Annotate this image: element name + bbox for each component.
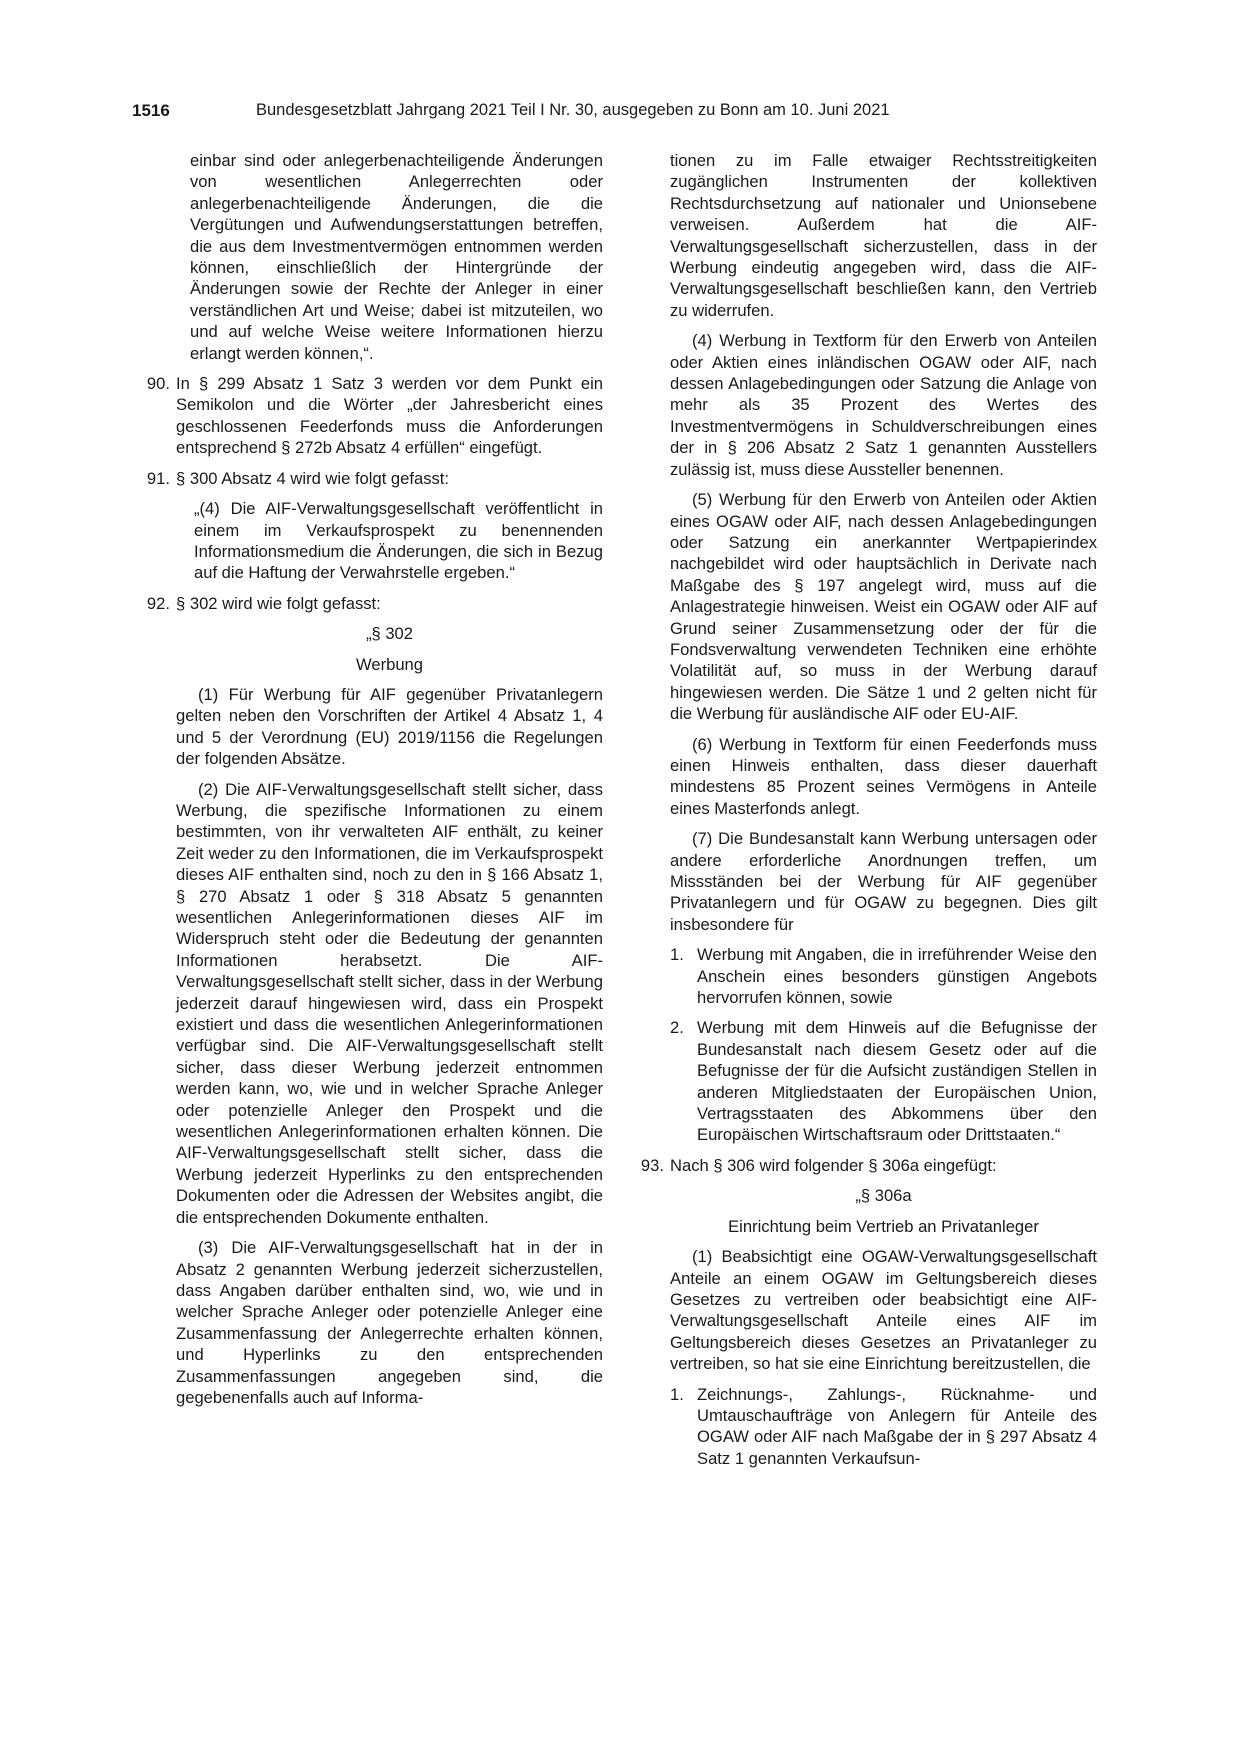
left-column [146,150,603,1408]
page-header [132,101,997,123]
paragraph-306a-1: (1) Beabsichtigt eine OGAW-Verwaltungsgesellschaft Anteile an einem OGAW im Geltungsbereich dieses Gesetzes zu vertreiben oder beabsichtigt eine AIF-Verwaltungsgesellschaft Anteile eines AIF im Geltungsbereich dieses Gesetzes an Privatanleger zu vertreiben, so hat sie eine Einrichtung bereitzustellen, die [670,1247,1097,1374]
item-text: Zeichnungs-, Zahlungs-, Rücknahme- und Umtauschaufträge von Anlegern für Anteile des OGAW oder AIF nach Maßgabe der in § 297 Absatz 4 Satz 1 genannten Verkaufsun- [697,1384,1097,1468]
paragraph-4: (4) Werbung in Textform für den Erwerb von Anteilen oder Aktien eines inländischen OGAW oder AIF, nach dessen Anlagebedingungen oder Satzung die Anlage von mehr als 35 Prozent des Wertes des Investmentvermögens in Schuldverschreibungen eines der in § 206 Absatz 2 Satz 1 genannten Ausstellers zulässig ist, muss diese Aussteller benennen. [670,331,1097,479]
paragraph-7: (7) Die Bundesanstalt kann Werbung untersagen oder andere erforderliche Anordnungen treffen, um Missständen bei der Werbung für AIF gegenüber Privatanlegern und für OGAW zu begegnen. Dies gilt insbesondere für [670,829,1097,934]
list-item-91 [146,468,603,489]
list-item-90 [146,373,603,459]
list-item-92 [146,593,603,614]
item-number: 92. [146,593,170,613]
item-number: 90. [146,374,170,394]
item-number: 91. [146,468,170,488]
section-heading: „§ 306a [855,1186,912,1206]
item-text: § 300 Absatz 4 wird wie folgt gefasst: [176,468,450,488]
paragraph-6: (6) Werbung in Textform für einen Feederfonds muss einen Hinweis enthalten, dass dieser dauerhaft mindestens 85 Prozent seines Vermögens in Anteile eines Masterfonds anlegt. [670,734,1097,818]
item-number: 93. [640,1155,664,1175]
item-number: 1. [670,1384,684,1404]
paragraph-3-continuation: tionen zu im Falle etwaiger Rechtsstreitigkeiten zugänglichen Instrumenten der kollektiven Rechtsdurchsetzung auf nationaler und Unionsebene verweisen. Außerdem hat die AIF-Verwaltungsgesellschaft sicherzustellen, dass in der Werbung eindeutig angegeben wird, dass die AIF-Verwaltungsgesellschaft beschließen kann, den Vertrieb zu widerrufen. [670,151,1097,320]
item-89-continuation: einbar sind oder anlegerbenachteiligende Änderungen von wesentlichen Anlegerrechten oder anlegerbenachteiligende Änderungen, die die Vergütungen und Aufwendungserstattungen betreffen, die aus dem Investmentvermögen entnommen werden können, einschließlich der Hintergründe der Änderungen sowie der Rechte der Anleger in einer verständlichen Art und Weise; dabei ist mitzuteilen, wo und auf welche Weise weitere Informationen hierzu erlangt werden können,“. [190,151,603,363]
item-number: 1. [670,945,684,965]
paragraph-1: (1) Für Werbung für AIF gegenüber Privatanlegern gelten neben den Vorschriften der Artikel 4 Absatz 1, 4 und 5 der Verordnung (EU) 2019/1156 die Regelungen der folgenden Absätze. [176,684,603,769]
running-title: Bundesgesetzblatt Jahrgang 2021 Teil I Nr. 30, ausgegeben zu Bonn am 10. Juni 2021 [256,101,890,119]
paragraph-5: (5) Werbung für den Erwerb von Anteilen oder Aktien eines OGAW oder AIF, nach dessen Anlagebedingungen oder Satzung ein anerkannter Wertpapierindex nachgebildet wird oder hauptsächlich in Derivate nach Maßgabe des § 197 angelegt wird, muss auf die Anlagestrategie hinweisen. Weist ein OGAW oder AIF auf Grund seiner Zusammensetzung oder der für die Fondsverwaltung verwendeten Techniken eine erhöhte Volatilität auf, so muss in der Werbung darauf hingewiesen werden. Die Sätze 1 und 2 gelten nicht für die Werbung für ausländische AIF oder EU-AIF. [670,490,1097,724]
item-text: Werbung mit Angaben, die in irreführender Weise den Anschein eines besonders günstigen Angebots hervorrufen können, sowie [697,945,1097,1008]
paragraph-2: (2) Die AIF-Verwaltungsgesellschaft stellt sicher, dass Werbung, die spezifische Informationen zu einem bestimmten, von ihr verwalteten AIF enthält, zu keiner Zeit weder zu den Informationen, die im Verkaufsprospekt dieses AIF enthalten sind, noch zu den in § 166 Absatz 1, § 270 Absatz 1 oder § 318 Absatz 5 genannten wesentlichen Anlegerinformationen dieses AIF im Widerspruch steht oder die Bedeutung der genannten Informationen herabsetzt. Die AIF-Verwaltungsgesellschaft stellt sicher, dass in der Werbung jederzeit darauf hingewiesen wird, dass ein Prospekt existiert und dass die wesentlichen Anlegerinformationen verfügbar sind. Die AIF-Verwaltungsgesellschaft stellt sicher, dass dieser Werbung jederzeit entnommen werden kann, wo, wie und in welcher Sprache Anleger oder potenzielle Anleger den Prospekt und die wesentlichen Anlegerinformationen erhalten können. Die AIF-Verwaltungsgesellschaft stellt sicher, dass die Werbung jederzeit Hyperlinks zu den entsprechenden Dokumenten oder die Adressen der Websites angibt, die die entsprechenden Dokumente enthalten. [176,779,603,1227]
item-text: Nach § 306 wird folgender § 306a eingefügt: [670,1155,997,1175]
list-item-2 [670,1017,1097,1145]
item-number: 2. [670,1018,684,1038]
item-text: In § 299 Absatz 1 Satz 3 werden vor dem Punkt ein Semikolon und die Wörter „der Jahresbericht eines geschlossenen Feederfonds muss die Anforderungen entsprechend § 272b Absatz 4 erfüllen“ eingefügt. [176,374,603,458]
section-heading: „§ 302 [365,624,414,644]
quoted-paragraph: „(4) Die AIF-Verwaltungsgesellschaft veröffentlicht in einem im Verkaufsprospekt zu benennenden Informationsmedium die Änderungen, die sich in Bezug auf die Haftung der Verwahrstelle ergeben.“ [194,499,603,583]
list-item-1 [670,1384,1097,1470]
paragraph-3: (3) Die AIF-Verwaltungsgesellschaft hat in der in Absatz 2 genannten Werbung jederzeit sicherzustellen, dass Angaben darüber enthalten sind, wo, wie und in welcher Sprache Anleger oder potenzielle Anleger eine Zusammenfassung der Anlegerrechte erhalten können, und Hyperlinks zu den entsprechenden Zusammenfassungen angegeben sind, die gegebenenfalls auch auf Informa- [176,1238,603,1407]
section-title: Einrichtung beim Vertrieb an Privatanleger [728,1216,1039,1236]
section-title: Werbung [355,654,424,674]
item-text: Werbung mit dem Hinweis auf die Befugnisse der Bundesanstalt nach diesem Gesetz oder auf die Befugnisse der für die Aufsicht zuständigen Stellen in anderen Mitgliedstaaten der Europäischen Union, Vertragsstaaten des Abkommens über den Europäischen Wirtschaftsraum oder Drittstaaten.“ [697,1018,1097,1145]
right-column [640,150,1097,1469]
list-item-1 [670,944,1097,1008]
page-number: 1516 [132,101,170,120]
item-text: § 302 wird wie folgt gefasst: [176,593,381,613]
list-item-93 [640,1155,1097,1176]
